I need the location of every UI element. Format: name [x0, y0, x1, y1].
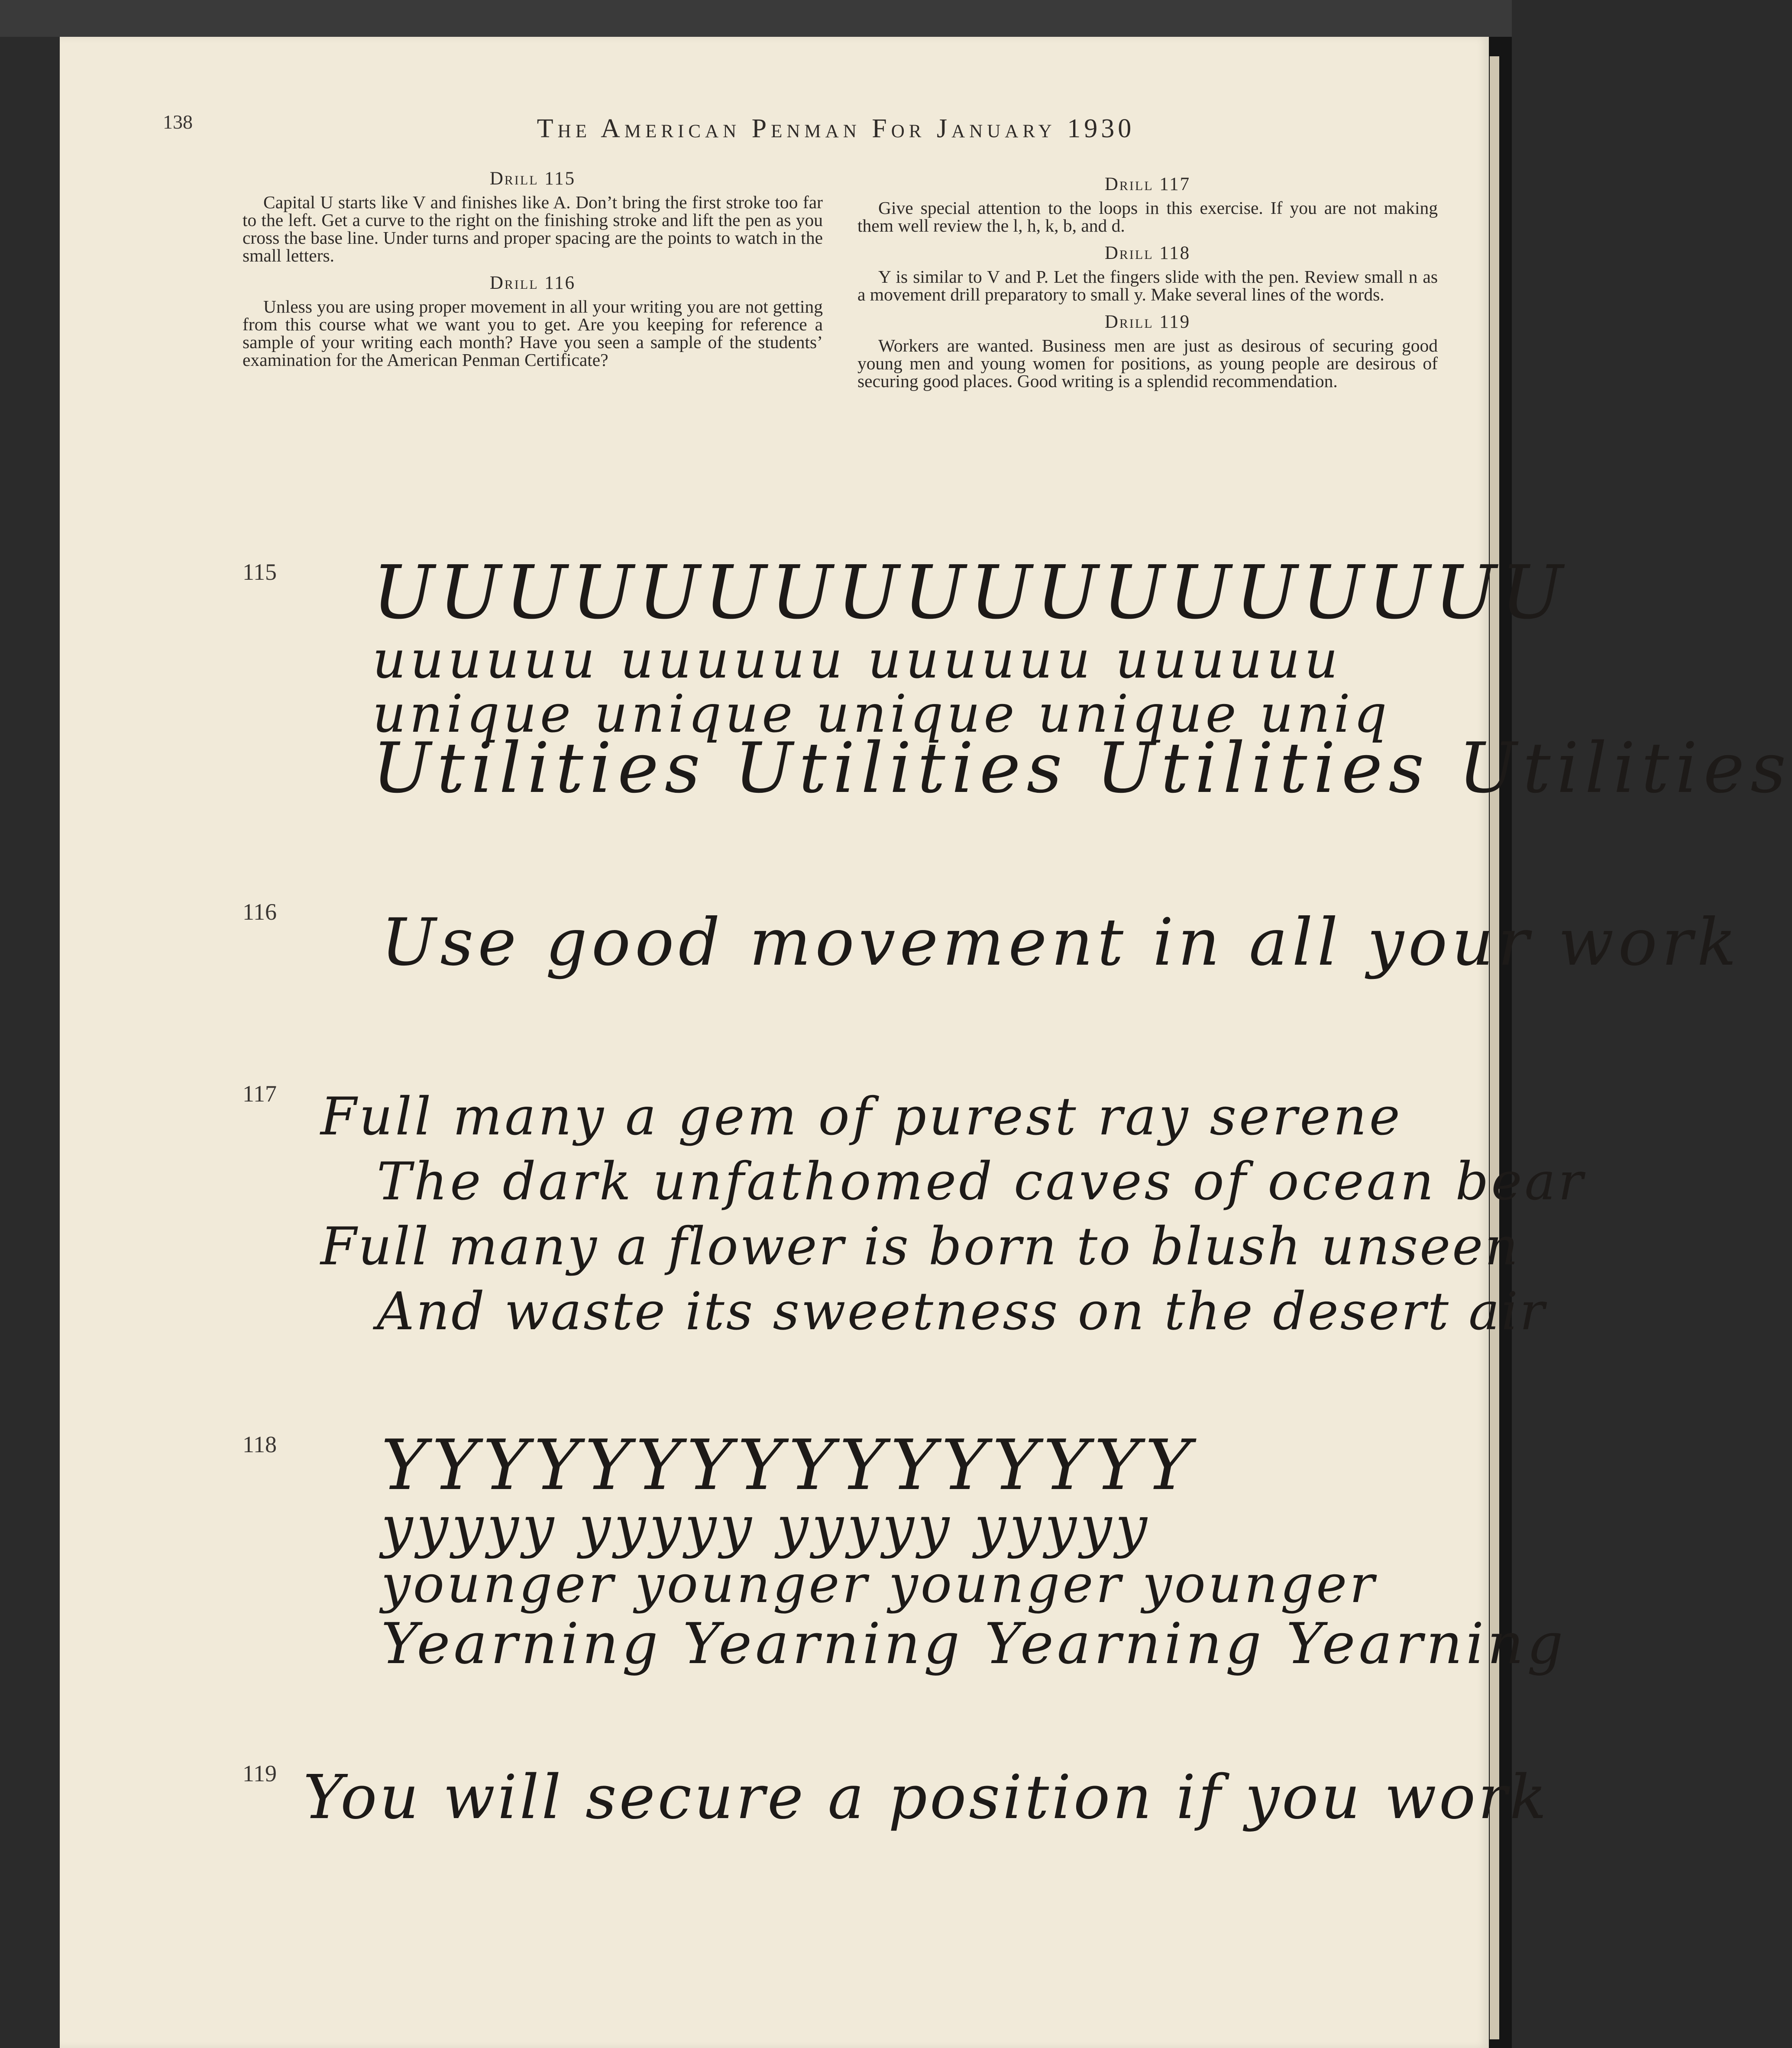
drill-118-script-line: Yearning Yearning Yearning Yearning [381, 1611, 1567, 1677]
drill-115-script-line: unique unique unique unique uniq [372, 684, 1391, 744]
drill-118-instructions [857, 244, 1438, 304]
drill-115-number: 115 [243, 559, 277, 585]
drill-116-title: Drill 116 [489, 273, 576, 293]
drill-118-script-line: younger younger younger younger [381, 1554, 1377, 1615]
running-head-year: 1930 [1067, 114, 1135, 143]
drill-115-script-line: UUUUUUUUUUUUUUUUUU [372, 550, 1567, 636]
drill-119-number: 119 [243, 1761, 277, 1786]
drill-117-text: Give special attention to the loops in this exercise. If you are not making them well review the l, h, k, b, and d. [857, 198, 1438, 236]
page-number: 138 [163, 111, 193, 133]
next-page-edge [1490, 56, 1499, 2039]
drill-119-script-line: You will secure a position if you work [303, 1762, 1549, 1833]
drill-118-text: Y is similar to V and P. Let the fingers slide with the pen. Review small n as a movement drill preparatory to small y. Make several lines of the words. [857, 267, 1438, 304]
left-instruction-column [243, 170, 823, 378]
drill-115-script-line: uuuuuu uuuuuu uuuuuu uuuuuu [372, 630, 1342, 690]
running-head-title: The American Penman For January [537, 114, 1056, 143]
right-instruction-column [857, 175, 1438, 400]
drill-116-instructions [243, 274, 823, 369]
drill-119-title: Drill 119 [1104, 312, 1191, 332]
drill-115-text: Capital U starts like V and finishes like A. Don’t bring the first stroke too far to the left. Get a curve to the right on the finishing stroke and lift the pen as you cross the base line. Under turns and proper spacing are the points to watch in the small letters. [243, 192, 823, 265]
drill-117-script-line: And waste its sweetness on the desert air [377, 1282, 1546, 1342]
drill-116-number: 116 [243, 899, 277, 925]
drill-115-title: Drill 115 [489, 168, 576, 189]
drill-115-instructions [243, 170, 823, 265]
drill-117-script-line: Full many a gem of purest ray serene [320, 1087, 1403, 1147]
running-head [468, 113, 1204, 144]
drill-117-title: Drill 117 [1104, 174, 1191, 194]
drill-116-text: Unless you are using proper movement in all your writing you are not getting from this course what we want you to get. Are you keeping for reference a sample of your writing each month? Have you seen a sample of the students’ examination for the American Penman Certificate? [243, 297, 823, 370]
drill-116-script-line: Use good movement in all your work [381, 905, 1741, 980]
scan-background-top [0, 0, 1512, 37]
drill-117-script-line: The dark unfathomed caves of ocean bear [377, 1152, 1586, 1212]
drill-118-number: 118 [243, 1431, 277, 1457]
drill-119-instructions [857, 313, 1438, 390]
drill-117-script-line: Full many a flower is born to blush unseen [320, 1217, 1520, 1277]
drill-118-script-line: yyyyy yyyyy yyyyy yyyyy [381, 1494, 1151, 1560]
drill-117-instructions [857, 175, 1438, 235]
drill-118-title: Drill 118 [1104, 243, 1191, 263]
drill-117-number: 117 [243, 1081, 277, 1107]
drill-119-text: Workers are wanted. Business men are just as desirous of securing good young men and young women for positions, as young people are desirous of securing good places. Good writing is a splendid recommendation. [857, 336, 1438, 391]
drill-115-script-line: Utilities Utilities Utilities Utilities [372, 727, 1792, 808]
drill-118-script-line: YYYYYYYYYYYYYYYY [381, 1425, 1196, 1505]
